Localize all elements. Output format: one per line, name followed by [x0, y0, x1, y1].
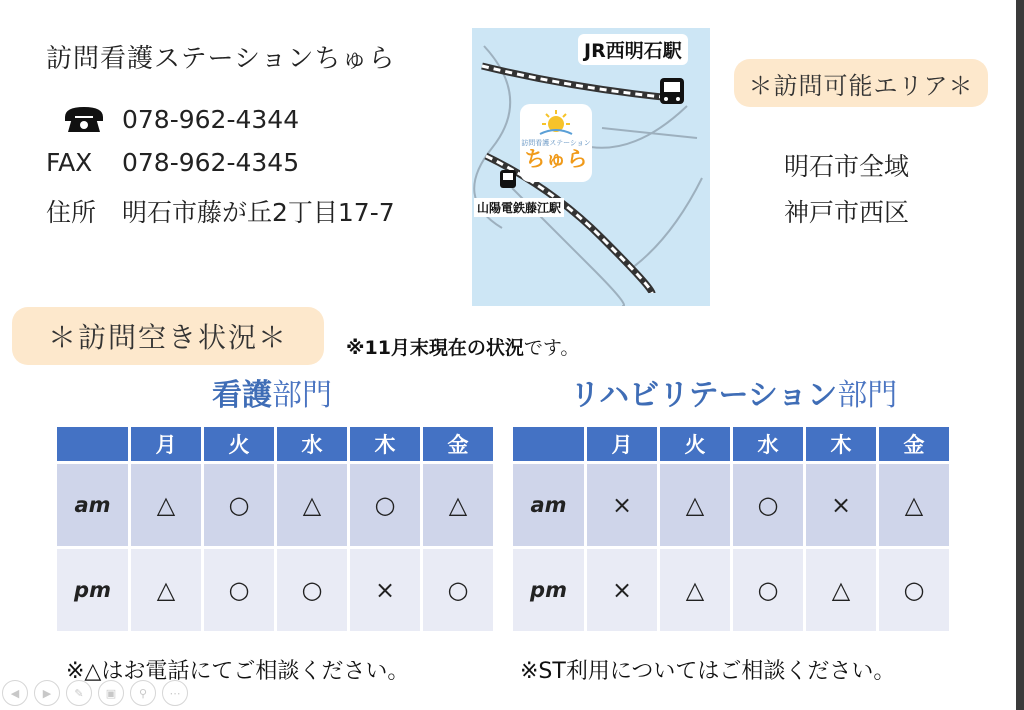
rehab-title-rest: 部門	[837, 378, 898, 413]
tel-number: 078-962-4344	[122, 104, 300, 134]
rehab-note: ※ST利用についてはご相談ください。	[520, 659, 896, 684]
rehab-dept-title	[570, 370, 897, 414]
day-header: 水	[276, 426, 349, 463]
slideshow-controls	[2, 680, 188, 706]
availability-cell: △	[130, 548, 203, 633]
train-icon	[658, 76, 686, 110]
time-slot-label: am	[56, 463, 130, 548]
pen-icon[interactable]: ✎	[66, 680, 92, 706]
service-area-list	[784, 144, 909, 236]
window-edge	[1016, 0, 1024, 710]
status-note-bold: ※11月末現在の状況	[346, 337, 524, 359]
map-logo	[520, 104, 592, 182]
address-value: 明石市藤が丘2丁目17-7	[122, 198, 395, 227]
service-area-item: 明石市全域	[784, 152, 910, 181]
day-header: 木	[349, 426, 422, 463]
sun-icon	[536, 108, 576, 138]
availability-cell: △	[276, 463, 349, 548]
more-icon[interactable]: ⋯	[162, 680, 188, 706]
availability-cell: ○	[203, 463, 276, 548]
availability-cell: ×	[349, 548, 422, 633]
availability-cell: ○	[878, 548, 951, 633]
day-header: 月	[586, 426, 659, 463]
availability-cell: ○	[732, 548, 805, 633]
next-icon[interactable]: ▶	[34, 680, 60, 706]
nursing-dept-title	[212, 370, 332, 414]
fax-number: 078-962-4345	[122, 148, 300, 177]
time-slot-label: pm	[512, 548, 586, 633]
tel-row	[46, 104, 299, 134]
availability-cell: ○	[349, 463, 422, 548]
address-label: 住所	[46, 198, 97, 227]
time-slot-label: pm	[56, 548, 130, 633]
availability-cell: ○	[203, 548, 276, 633]
access-map	[472, 28, 710, 306]
slides-icon[interactable]: ▣	[98, 680, 124, 706]
availability-cell: ×	[586, 463, 659, 548]
time-slot-label: am	[512, 463, 586, 548]
availability-cell: ×	[586, 548, 659, 633]
availability-cell: △	[659, 548, 732, 633]
availability-cell: △	[805, 548, 878, 633]
availability-cell: △	[130, 463, 203, 548]
day-header: 水	[732, 426, 805, 463]
nursing-title-rest: 部門	[272, 378, 332, 413]
availability-cell: △	[422, 463, 495, 548]
nursing-title-bold: 看護	[212, 378, 272, 413]
rehab-title-bold: リハビリテーション	[570, 378, 838, 413]
status-note	[346, 333, 579, 360]
table-row	[56, 463, 495, 548]
train-icon	[498, 168, 518, 192]
availability-cell: ○	[732, 463, 805, 548]
table-row	[512, 463, 951, 548]
map-jr-station: JR西明石駅	[578, 34, 688, 65]
day-header: 火	[659, 426, 732, 463]
service-area-title: ＊訪問可能エリア＊	[734, 59, 988, 107]
rehab-schedule-table	[510, 424, 952, 634]
availability-title: ＊訪問空き状況＊	[12, 307, 324, 365]
address-row	[46, 193, 395, 229]
phone-icon	[46, 104, 122, 134]
nursing-schedule-table	[54, 424, 496, 634]
day-header: 月	[130, 426, 203, 463]
availability-cell: ○	[422, 548, 495, 633]
day-header: 金	[878, 426, 951, 463]
org-name: 訪問看護ステーションちゅら	[46, 44, 396, 74]
availability-cell: ○	[276, 548, 349, 633]
table-row	[56, 548, 495, 633]
nursing-note: ※△はお電話にてご相談ください。	[66, 659, 410, 684]
table-row	[512, 548, 951, 633]
availability-cell: △	[878, 463, 951, 548]
service-area-item: 神戸市西区	[784, 198, 910, 227]
fax-label: FAX	[46, 148, 93, 177]
table-corner	[512, 426, 586, 463]
day-header: 木	[805, 426, 878, 463]
zoom-icon[interactable]: ⚲	[130, 680, 156, 706]
availability-cell: ×	[805, 463, 878, 548]
map-logo-name: ちゅら	[524, 147, 588, 171]
map-sanyo-station: 山陽電鉄藤江駅	[474, 198, 564, 217]
day-header: 火	[203, 426, 276, 463]
map-logo-subtitle: 訪問看護ステーション	[521, 139, 591, 147]
status-note-rest: です。	[523, 337, 580, 359]
day-header: 金	[422, 426, 495, 463]
availability-cell: △	[659, 463, 732, 548]
table-corner	[56, 426, 130, 463]
prev-icon[interactable]: ◀	[2, 680, 28, 706]
fax-row	[46, 148, 299, 177]
